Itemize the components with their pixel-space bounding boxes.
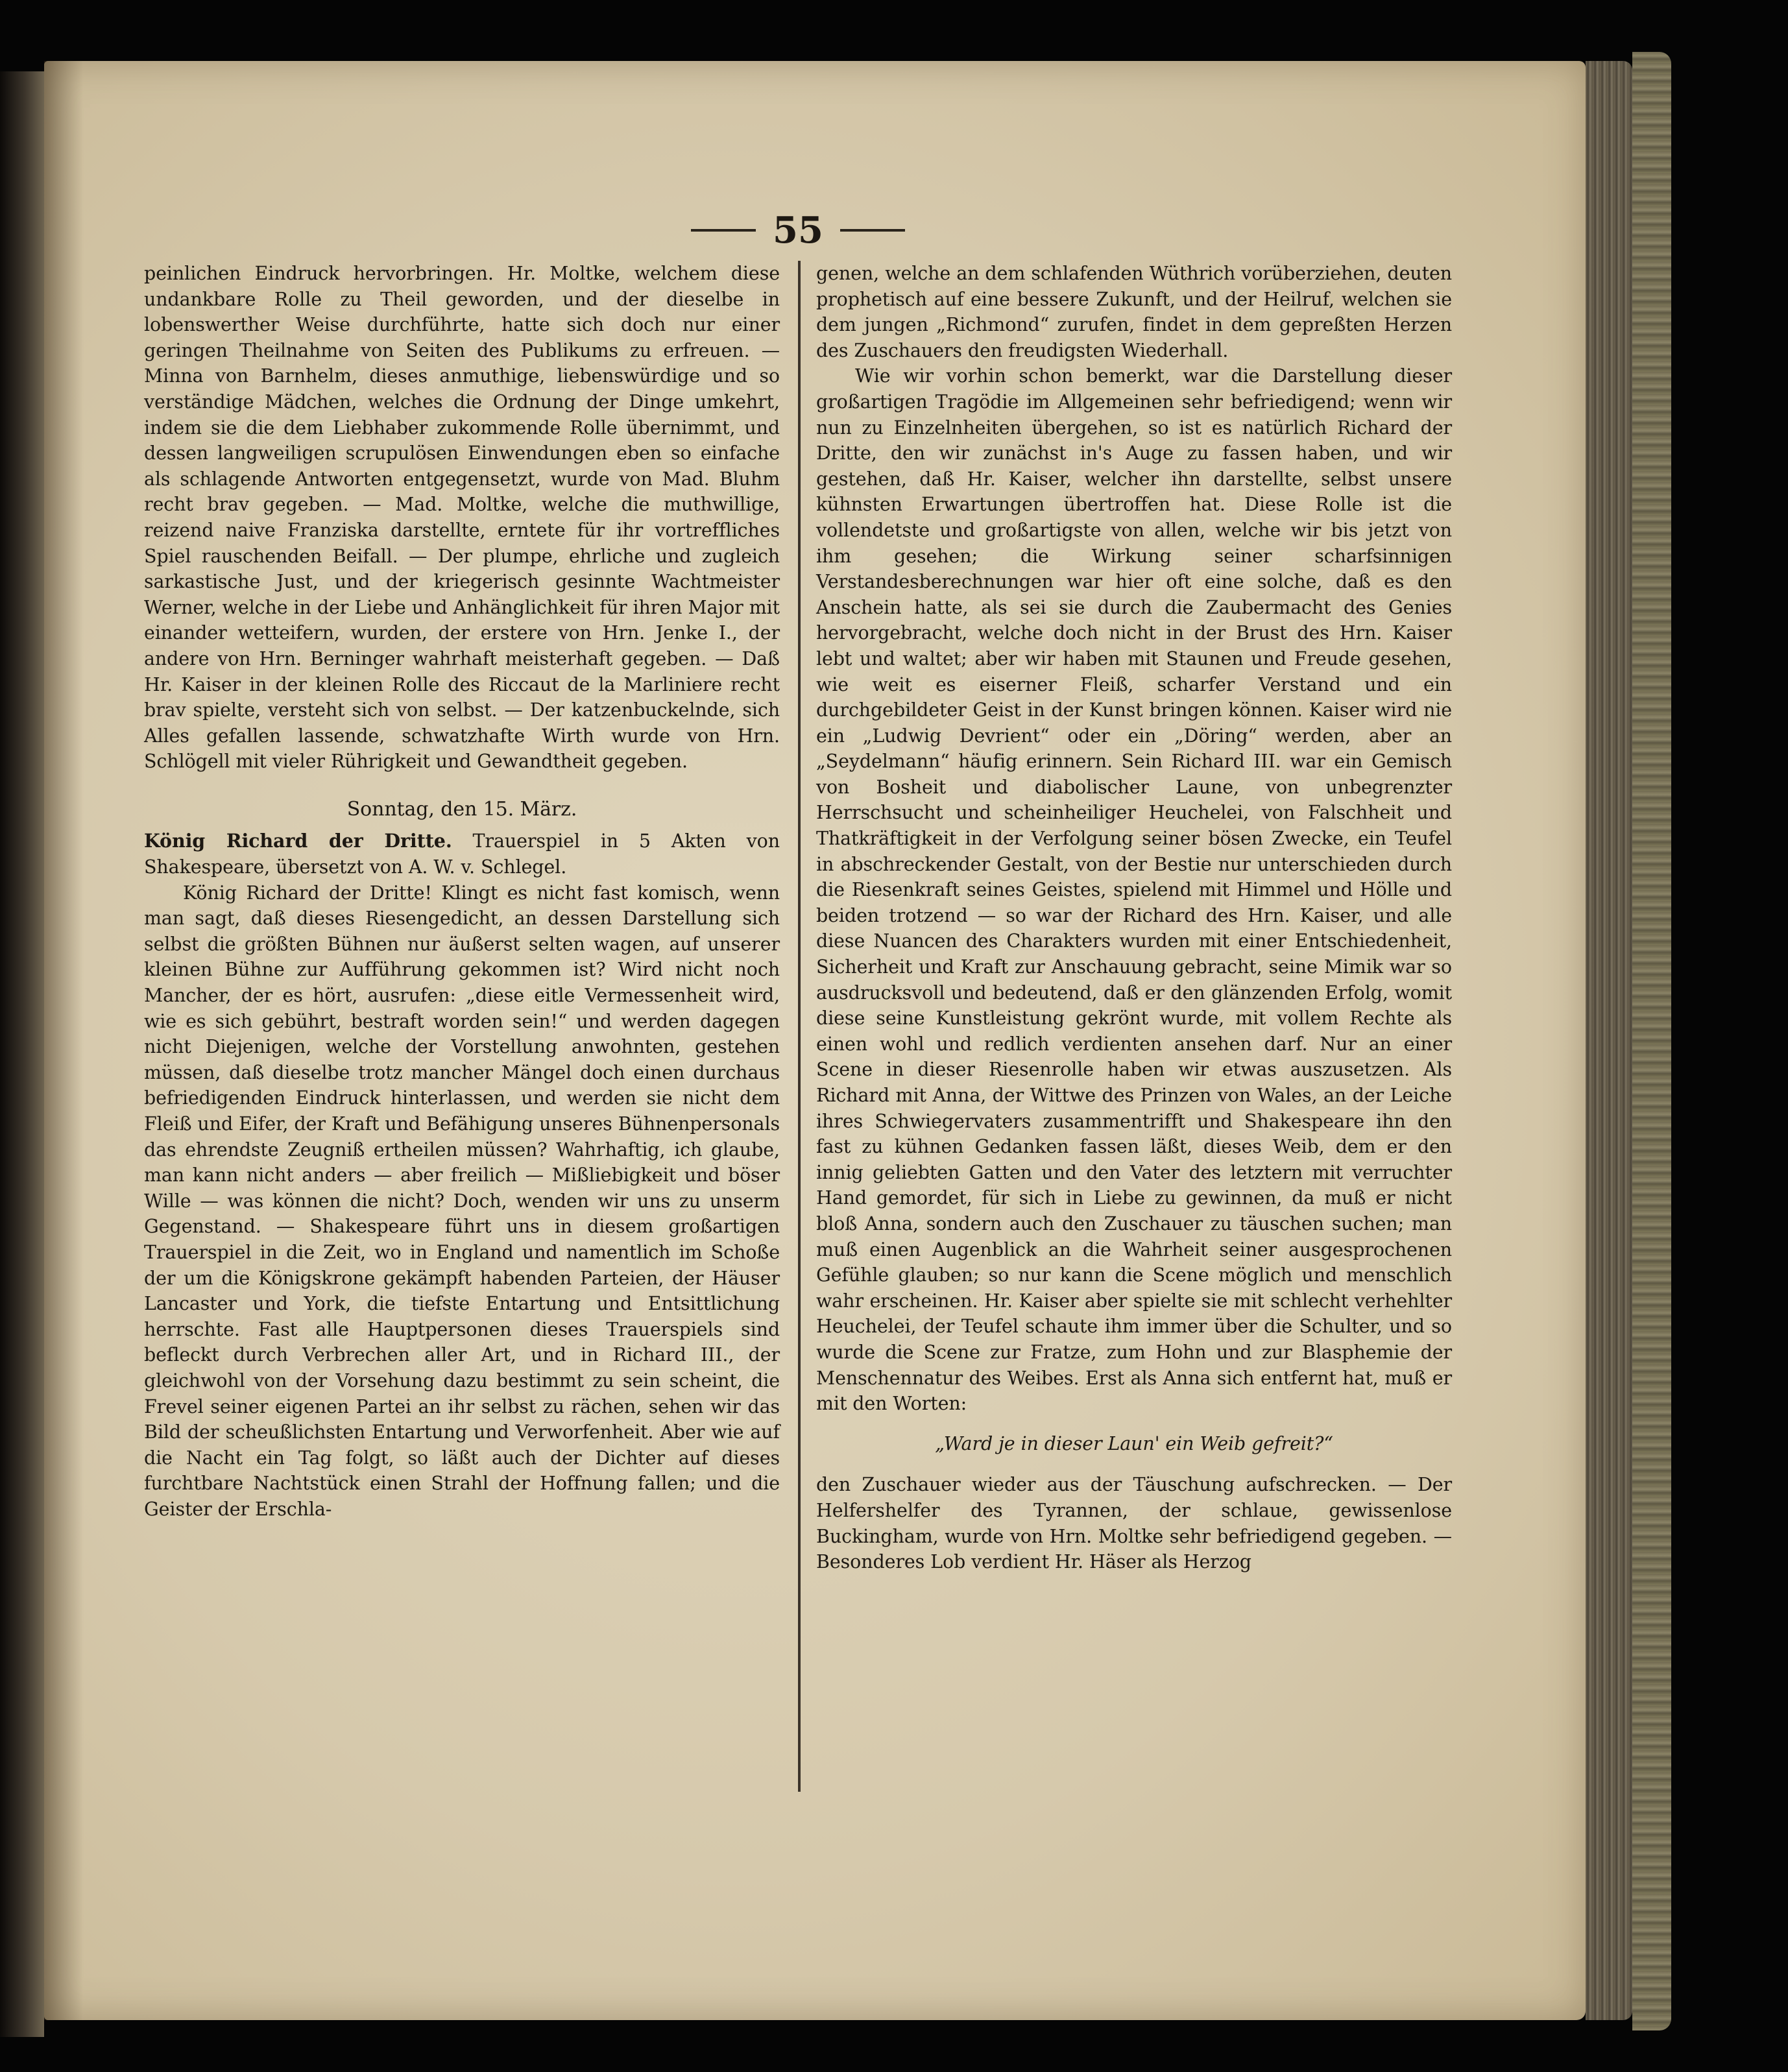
right-paragraph-3: den Zuschauer wieder aus der Täuschung aufschrecken. — Der Helfershelfer des Tyrannen, der schlaue, gewissenlose Buckingham, wurde von Hrn. Moltke sehr befriedigend gegeben. — Besonderes Lob verdient Hr. Häser als Herzog [816,1474,1452,1573]
page-stack-edge [1586,61,1632,2020]
book-cover-edge [1632,52,1671,2030]
play-title-line [144,828,780,880]
page-number-dash-left [691,229,756,232]
right-column [816,261,1452,1575]
verse-quote: „Ward je in dieser Laun' ein Weib gefreit?“ [935,1432,1333,1454]
right-paragraph-1: genen, welche an dem schlafenden Wüthrich vorüberziehen, deuten prophetisch auf eine bessere Zukunft, und der Heilruf, welchen sie dem jungen „Richmond“ zurufen, findet in dem gepreßten Herzen des Zuschauers den freudigsten Wiederhall. [816,263,1452,361]
book-binding-left [0,71,44,2037]
left-paragraph-1: peinlichen Eindruck hervorbringen. Hr. Moltke, welchem diese undankbare Rolle zu Theil geworden, und der dieselbe in lobenswerther Weise durchführte, hatte sich doch nur einer geringen Theilnahme von Seiten des Publikums zu erfreuen. — Minna von Barnhelm, dieses anmuthige, liebenswürdige und so verständige Mädchen, welches die Ordnung der Dinge umkehrt, indem sie die dem Liebhaber zukommende Rolle übernimmt, und dessen langweiligen scrupulösen Einwendungen eben so einfache als schlagende Antworten entgegensetzt, wurde von Mad. Bluhm recht brav gegeben. — Mad. Moltke, welche die muthwillige, reizend naive Franziska darstellte, erntete für ihr vortreffliches Spiel rauschenden Beifall. — Der plumpe, ehrliche und zugleich sarkastische Just, und der kriegerisch gesinnte Wachtmeister Werner, welche in der Liebe und Anhänglichkeit für ihren Major mit einander wetteifern, wurden, der erstere von Hrn. Jenke I., der andere von Hrn. Berninger wahrhaft meisterhaft gegeben. — Daß Hr. Kaiser in der kleinen Rolle des Riccaut de la Marliniere recht brav spielte, versteht sich von selbst. — Der katzenbuckelnde, sich Alles gefallen lassende, schwatzhafte Wirth wurde von Hrn. Schlögell mit vieler Rührigkeit und Gewandtheit gegeben. [144,263,780,773]
left-paragraph-2: König Richard der Dritte! Klingt es nicht fast komisch, wenn man sagt, daß dieses Riesengedicht, an dessen Darstellung sich selbst die größten Bühnen nur äußerst selten wagen, auf unserer kleinen Bühne zur Aufführung gekommen ist? Wird nicht noch Mancher, der es hört, ausrufen: „diese eitle Vermessenheit wird, wie es sich gebührt, bestraft worden sein!“ und werden dagegen nicht Diejenigen, welche der Vorstellung anwohnten, gestehen müssen, daß dieselbe trotz mancher Mängel doch einen durchaus befriedigenden Eindruck hinterlassen, und werden sie nicht dem Fleiß und Eifer, der Kraft und Befähigung unseres Bühnenpersonals das ehrendste Zeugniß ertheilen müssen? Wahrhaftig, ich glaube, man kann nicht anders — aber freilich — Mißliebigkeit und böser Wille — was können die nicht? Doch, wenden wir uns zu unserm Gegenstand. — Shakespeare führt uns in diesem großartigen Trauerspiel in die Zeit, wo in England und namentlich im Schoße der um die Königskrone gekämpft habenden Parteien, der Häuser Lancaster und York, die tiefste Entartung und Entsittlichung herrschte. Fast alle Hauptpersonen dieses Trauerspiels sind befleckt durch Verbrechen aller Art, und in Richard III., der gleichwohl von der Vorsehung dazu bestimmt zu sein scheint, die Frevel seiner eigenen Partei an ihr selbst zu rächen, sehen wir das Bild der scheußlichsten Entartung und Verworfenheit. Aber wie auf die Nacht ein Tag folgt, so läßt auch der Dichter auf dieses furchtbare Nachtstück einen Strahl der Hoffnung fallen; und die Geister der Erschla- [144,882,780,1520]
play-title: König Richard der Dritte. [144,830,452,852]
play-title-rest: Trauerspiel in 5 Akten von Shakespeare, übersetzt von A. W. v. Schlegel. [144,830,780,878]
page-number-value: 55 [773,209,823,252]
page-number [675,201,921,259]
date-heading: Sonntag, den 15. März. [346,797,577,821]
column-divider [798,261,801,1792]
right-paragraph-2: Wie wir vorhin schon bemerkt, war die Darstellung dieser großartigen Tragödie im Allgemeinen sehr befriedigend; wenn wir nun zu Einzelnheiten übergehen, so ist es natürlich Richard der Dritte, den wir zunächst in's Auge zu fassen haben, und wir gestehen, daß Hr. Kaiser, welcher ihn darstellte, selbst unsere kühnsten Erwartungen übertroffen hat. Diese Rolle ist die vollendetste und großartigste von allen, welche wir bis jetzt von ihm gesehen; die Wirkung seiner scharfsinnigen Verstandesberechnungen war hier oft eine solche, daß es den Anschein hatte, als sei sie durch die Zaubermacht des Genies hervorgebracht, welche doch nicht in der Brust des Hrn. Kaiser lebt und waltet; aber wir haben mit Staunen und Freude gesehen, wie weit es eiserner Fleiß, scharfer Verstand und ein durchgebildeter Geist in der Kunst bringen können. Kaiser wird nie ein „Ludwig Devrient“ oder ein „Döring“ werden, aber an „Seydelmann“ häufig erinnern. Sein Richard III. war ein Gemisch von Bosheit und diabolischer Laune, von unbegrenzter Herrschsucht und scheinheiliger Heuchelei, von Falschheit und Thatkräftigkeit in der Verfolgung seiner bösen Zwecke, ein Teufel in abschreckender Gestalt, von der Bestie nur unterschieden durch die Riesenkraft seines Geistes, spielend mit Himmel und Hölle und beiden trotzend — so war der Richard des Hrn. Kaiser, und alle diese Nuancen des Charakters wurden mit einer Entschiedenheit, Sicherheit und Kraft zur Anschauung gebracht, seine Mimik war so ausdrucksvoll und bedeutend, daß er den glänzenden Erfolg, womit diese seine Kunstleistung gekrönt wurde, mit vollem Rechte als einen wohl und redlich verdienten ansehen darf. Nur an einer Scene in dieser Riesenrolle haben wir etwas auszusetzen. Als Richard mit Anna, der Wittwe des Prinzen von Wales, an der Leiche ihres Schwiegervaters zusammentrifft und Shakespeare ihn den fast zu kühnen Gedanken fassen läßt, dieses Weib, dem er den innig geliebten Gatten und den Vater des letztern mit verruchter Hand gemordet, für sich in Liebe zu gewinnen, da muß er nicht bloß Anna, sondern auch den Zuschauer zu täuschen suchen; man muß einen Augenblick an die Wahrheit seiner ausgesprochenen Gefühle glauben; so nur kann die Scene möglich und menschlich wahr erscheinen. Hr. Kaiser aber spielte sie mit schlecht verhehlter Heuchelei, der Teufel schaute ihm immer über die Schulter, und so wurde die Scene zur Fratze, zum Hohn und zur Blasphemie der Menschennatur des Weibes. Erst als Anna sich entfernt hat, muß er mit den Worten: [816,365,1452,1415]
gutter-shadow [44,61,83,2020]
page-number-dash-right [840,229,905,232]
left-column [144,261,780,1523]
